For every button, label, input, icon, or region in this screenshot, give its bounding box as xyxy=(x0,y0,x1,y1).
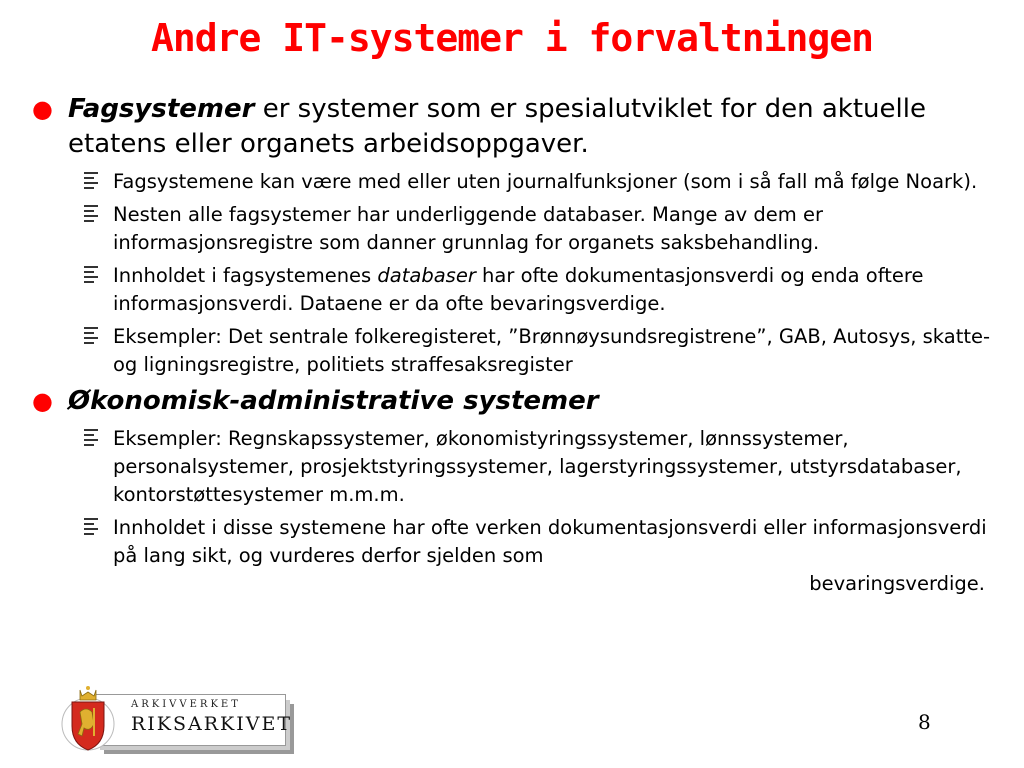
sub-item-text: Innholdet i disse systemene har ofte verken dokumentasjonsverdi eller informasjonsverdi på lang sikt, og vurderes derfor sjelden som xyxy=(113,516,987,567)
bullet-text: er systemer som er spesialutviklet for den aktuelle etatens eller organets arbeidsoppgaver. xyxy=(68,94,926,159)
coat-of-arms-icon xyxy=(60,684,116,756)
list-lines-icon xyxy=(84,172,100,190)
bullet-dot-icon: ● xyxy=(32,387,53,415)
sub-item xyxy=(68,168,1007,196)
list-lines-icon xyxy=(84,266,100,284)
sub-item-text-after: har ofte dokumentasjonsverdi og enda oftere informasjonsverdi. Dataene er da ofte bevaringsverdige. xyxy=(113,264,924,315)
logo-line-1: ARKIVVERKET xyxy=(131,699,241,710)
bullet-item-fagsystemer xyxy=(32,92,1007,379)
list-lines-icon xyxy=(84,205,100,223)
sub-item-text: Eksempler: Det sentrale folkeregisteret, ”Brønnøysundsregistrene”, GAB, Autosys, skatte- og ligningsregistre, politiets straffesaksregister xyxy=(113,325,991,376)
sub-item-text: Fagsystemene kan være med eller uten journalfunksjoner (som i så fall må følge Noark). xyxy=(113,170,978,193)
bullet-lead: Fagsystemer xyxy=(68,94,255,124)
list-lines-icon xyxy=(84,429,100,447)
sub-item xyxy=(68,514,1007,598)
sub-item-text: Nesten alle fagsystemer har underliggende databaser. Mange av dem er informasjonsregistre som danner grunnlag for organets saksbehandling. xyxy=(113,203,823,254)
sub-item xyxy=(68,425,1007,509)
slide-title: Andre IT-systemer i forvaltningen xyxy=(151,16,873,60)
bullet-item-okonomisk xyxy=(32,384,1007,598)
riksarkivet-logo xyxy=(60,684,294,756)
bullet-dot-icon: ● xyxy=(32,95,53,123)
sub-item xyxy=(68,201,1007,257)
logo-line-2: RIKSARKIVET xyxy=(131,713,293,735)
list-lines-icon xyxy=(84,518,100,536)
sub-list xyxy=(68,168,1007,379)
sub-item-text-before: Innholdet i fagsystemenes xyxy=(113,264,378,287)
sub-item-tail: bevaringsverdige. xyxy=(809,572,985,595)
page-number: 8 xyxy=(918,710,931,734)
list-lines-icon xyxy=(84,327,100,345)
bullet-lead: Økonomisk-administrative systemer xyxy=(68,386,599,416)
logo-box xyxy=(94,694,293,746)
sub-item xyxy=(68,323,1007,379)
sub-item-text-italic: databaser xyxy=(377,264,476,287)
sub-item-text: Eksempler: Regnskapssystemer, økonomistyringssystemer, lønnssystemer, personalsystemer, prosjektstyringssystemer, lagerstyringssystemer, utstyrsdatabaser, kontorstøttesystemer m.m.m. xyxy=(113,427,962,506)
sub-item xyxy=(68,262,1007,318)
bullet-list xyxy=(32,92,1007,603)
sub-list xyxy=(68,425,1007,598)
